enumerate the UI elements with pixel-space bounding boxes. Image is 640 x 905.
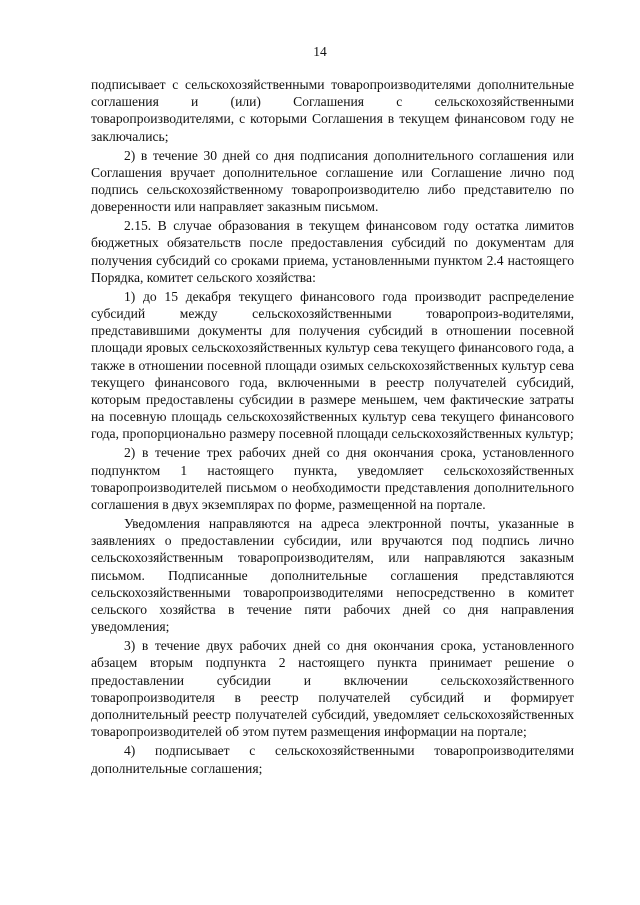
paragraph-item-2-notification: 2) в течение трех рабочих дней со дня окончания срока, установленного подпунктом 1 настоящего пункта, уведомляет сельскохозяйственных товаропроизводителей письмом о необходимости представления дополнительного соглашения в двух экземплярах по форме, размещенной на портале. [91,445,574,513]
paragraph-notifications-sent: Уведомления направляются на адреса электронной почты, указанные в заявлениях о предоставлении субсидии, или вручаются под подпись лично сельскохозяйственным товаропроизводителям, или направляются заказным письмом. Подписанные дополнительные соглашения представляются сельскохозяйственными товаропроизводителями непосредственно в комитет сельского хозяйства в течение пяти рабочих дней со дня направления уведомления; [91,516,574,635]
paragraph-signing-agreements: подписывает с сельскохозяйственными товаропроизводителями дополнительные соглашения и (или) Соглашения с сельскохозяйственными товаропроизводителями, с которыми Соглашения в текущем финансовом году не заключались; [91,77,574,144]
document-body [91,76,574,779]
page-number: 14 [313,44,327,59]
paragraph-2-15: 2.15. В случае образования в текущем финансовом году остатка лимитов бюджетных обязательств после предоставления субсидий по документам для получения субсидий со сроками приема, установленными пунктом 2.4 настоящего Порядка, комитет сельского хозяйства: [91,218,574,285]
paragraph-item-3-decision: 3) в течение двух рабочих дней со дня окончания срока, установленного абзацем вторым подпункта 2 настоящего пункта принимает решение о предоставлении субсидии и включении сельскохозяйственного товаропроизводителя в реестр получателей субсидий и формирует дополнительный реестр получателей субсидий, уведомляет сельскохозяйственных товаропроизводителей об этом путем размещения информации на портале; [91,638,574,740]
paragraph-item-4-signing: 4) подписывает с сельскохозяйственными товаропроизводителями дополнительные соглашения; [91,743,574,776]
paragraph-item-2-delivery: 2) в течение 30 дней со дня подписания дополнительного соглашения или Соглашения вручает дополнительное соглашение или Соглашение лично под подпись сельскохозяйственному товаропроизводителю либо представителю по доверенности или направляет заказным письмом. [91,147,574,215]
paragraph-item-1-distribution: 1) до 15 декабря текущего финансового года производит распределение субсидий между сельскохозяйственными товаропроиз-водителями, представившими документы для получения субсидий в отношении посевной площади яровых сельскохозяйственных культур сева текущего финансового года, а также в отношении посевной площади озимых сельскохозяйственных культур сева текущего финансового года, включенными в реестр получателей субсидий, которым предоставлены субсидии в размере меньшем, чем фактические затраты на посевную площадь сельскохозяйственных культур сева текущего финансового года, пропорционально размеру посевной площади сельскохозяйственных культур; [91,288,574,442]
